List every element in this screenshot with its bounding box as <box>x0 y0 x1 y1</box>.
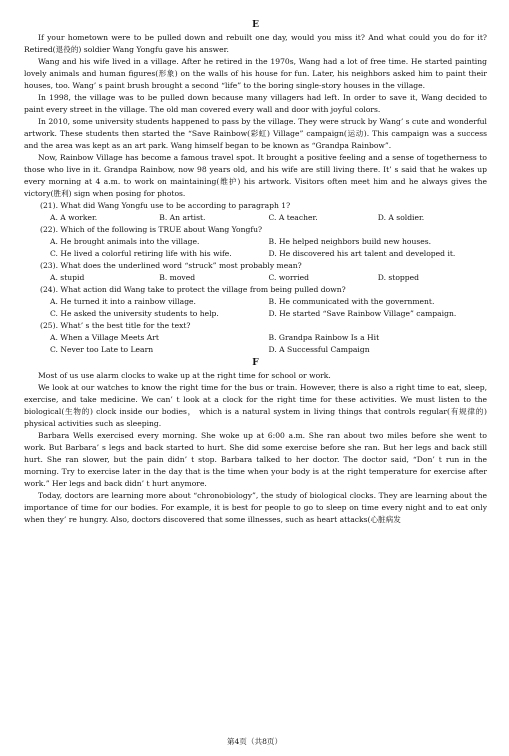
question-options <box>24 272 487 284</box>
option-b: B. An artist. <box>159 213 206 222</box>
section-e-heading: E <box>252 20 259 30</box>
option-c: C. Never too Late to Learn <box>50 345 154 354</box>
section-f-heading: F <box>252 358 259 368</box>
section-f-passage <box>24 370 487 526</box>
passage-paragraph: Now, Rainbow Village has become a famous travel spot. It brought a positive feeling and a sense of togetherness to those who live in it. Grandpa Rainbow, now 98 years old, and his wife are still living there. It’ s said that he wakes up every morning at 4 a.m. to work on maintaining(维护) his artwork. Visitors often meet him and he always gives the victory(胜利) sign when posing for photos. <box>24 153 487 198</box>
option-b: B. He communicated with the government. <box>268 297 435 306</box>
option-a: A. He turned it into a rainbow village. <box>50 297 196 306</box>
passage-paragraph: Barbara Wells exercised every morning. She woke up at 6:00 a.m. She ran about two miles before she went to work. But Barbara’ s legs and back started to hurt. She did some exercise before she ran. But her legs and back still hurt. She ran slower, but the pain didn’ t stop. Barbara talked to her doctor. The doctor said, “Don’ t run in the morning. Try to exercise later in the day that is the time when your body is at the right temperature for exercise after work.” Her legs and back didn’ t hurt anymore. <box>24 431 487 488</box>
question-24 <box>24 284 487 320</box>
option-d: D. A Successful Campaign <box>268 345 370 354</box>
question-25 <box>24 320 487 356</box>
option-a: A. stupid <box>50 273 85 282</box>
question-stem: (24). What action did Wang take to protect the village from being pulled down? <box>40 285 346 294</box>
question-stem: (22). Which of the following is TRUE about Wang Yongfu? <box>40 225 263 234</box>
question-options <box>24 248 487 260</box>
passage-paragraph: We look at our watches to know the right time for the bus or train. However, there is also a right time to eat, sleep, exercise, and take medicine. We can’ t look at a clock for the right time for these activities. We must listen to the biological(生物的) clock inside our bodies， which is a natural system in living things that controls regular(有规律的) physical activities such as sleeping. <box>24 383 487 428</box>
question-stem: (21). What did Wang Yongfu use to be according to paragraph 1? <box>40 201 291 210</box>
page-number: 第4页（共8页） <box>226 737 283 746</box>
passage-paragraph: Wang and his wife lived in a village. After he retired in the 1970s, Wang had a lot of free time. He started painting lovely animals and human figures(形象) on the walls of his house for fun. Later, his neighbors asked him to paint their houses, too. Wang’ s paint brush brought a second “life” to the boring single-story houses in the village. <box>24 57 487 90</box>
option-b: B. moved <box>159 273 196 282</box>
option-a: A. He brought animals into the village. <box>50 237 200 246</box>
option-d: D. He discovered his art talent and developed it. <box>268 249 456 258</box>
question-list <box>24 200 487 356</box>
question-options <box>24 212 487 224</box>
question-options <box>24 308 487 320</box>
option-c: C. He asked the university students to help. <box>50 309 219 318</box>
option-a: A. A worker. <box>50 213 98 222</box>
section-e-passage <box>24 32 487 200</box>
option-b: B. He helped neighbors build new houses. <box>268 237 432 246</box>
passage-paragraph: In 1998, the village was to be pulled down because many villagers had left. In order to save it, Wang decided to paint every street in the village. The old man covered every wall and door with joyful colors. <box>24 93 487 114</box>
option-d: D. He started “Save Rainbow Village” campaign. <box>268 309 457 318</box>
question-options <box>24 296 487 308</box>
question-21 <box>24 200 487 224</box>
question-23 <box>24 260 487 284</box>
option-c: C. A teacher. <box>268 213 318 222</box>
question-stem: (23). What does the underlined word “struck” most probably mean? <box>40 261 302 270</box>
option-b: B. Grandpa Rainbow Is a Hit <box>268 333 380 342</box>
option-d: D. A soldier. <box>377 213 425 222</box>
passage-paragraph: Most of us use alarm clocks to wake up at the right time for school or work. <box>38 371 331 380</box>
option-d: D. stopped <box>377 273 419 282</box>
question-22 <box>24 224 487 260</box>
question-options <box>24 332 487 344</box>
question-options <box>24 344 487 356</box>
question-stem: (25). What’ s the best title for the text? <box>40 321 191 330</box>
option-c: C. He lived a colorful retiring life with his wife. <box>50 249 232 258</box>
passage-paragraph: If your hometown were to be pulled down and rebuilt one day, would you miss it? And what could you do for it? Retired(退役的) soldier Wang Yongfu gave his answer. <box>24 33 487 54</box>
option-a: A. When a Village Meets Art <box>50 333 159 342</box>
passage-paragraph: Today, doctors are learning more about “chronobiology”, the study of biological clocks. They are learning about the importance of time for our bodies. For example, it is best for people to go to sleep on time every night and to eat only when they’ re hungry. Also, doctors discovered that some illnesses, such as heart attacks(心脏病发 <box>24 491 487 524</box>
question-options <box>24 236 487 248</box>
passage-paragraph: In 2010, some university students happened to pass by the village. They were struck by Wang’ s cute and wonderful artwork. These students then started the “Save Rainbow(彩虹) Village” campaign(运动). This campaign was a success and the area was kept as an art park. Wang himself began to be known as “Grandpa Rainbow”. <box>24 117 487 150</box>
option-c: C. worried <box>268 273 309 282</box>
